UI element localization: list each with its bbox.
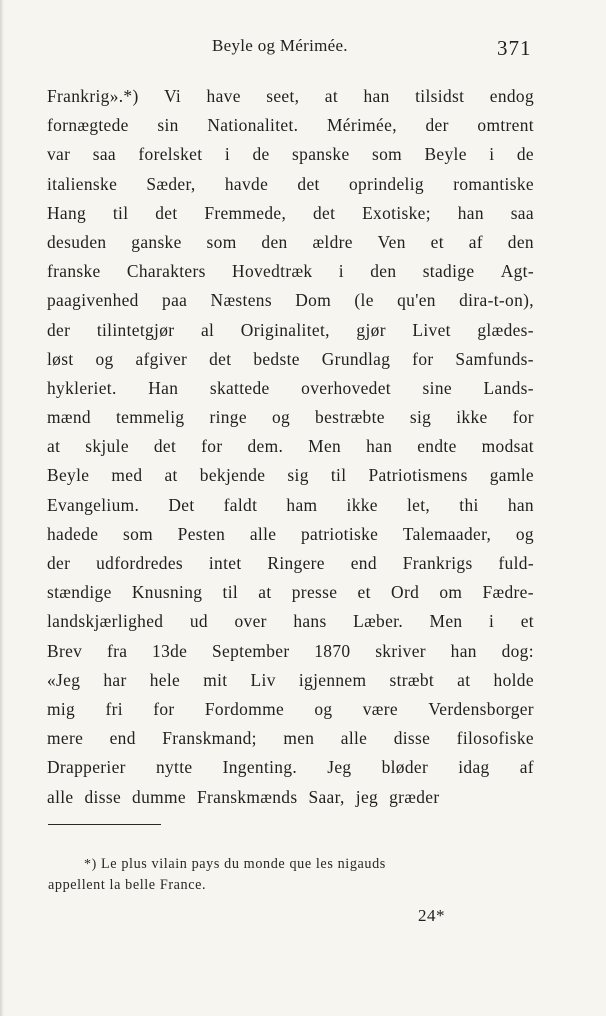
text-line: var saa forelsket i de spanske som Beyle i de — [47, 144, 534, 165]
footnote — [48, 854, 534, 896]
text-line: hadede som Pesten alle patriotiske Talemaader, og — [47, 523, 534, 544]
running-head — [0, 36, 606, 60]
text-line: Brev fra 13de September 1870 skriver han dog: — [47, 640, 534, 661]
text-line: alle disse dumme Franskmænds Saar, jeg græder — [47, 786, 440, 807]
text-line: Beyle med at bekjende sig til Patriotismens gamle — [47, 465, 534, 486]
text-line: mig fri for Fordomme og være Verdensborger — [47, 698, 534, 719]
text-line: franske Charakters Hovedtræk i den stadige Agt- — [47, 261, 534, 282]
text-line: Evangelium. Det faldt ham ikke let, thi han — [47, 494, 534, 515]
text-line: der tilintetgjør al Originalitet, gjør Livet glædes- — [47, 319, 534, 340]
text-line: desuden ganske som den ældre Ven et af den — [47, 231, 534, 252]
footnote-text-1: Le plus vilain pays du monde que les nigauds — [101, 856, 386, 872]
page-number: 371 — [497, 36, 532, 60]
footnote-line-2 — [48, 875, 534, 896]
running-title: Beyle og Mérimée. — [212, 36, 348, 55]
text-line: landskjærlighed ud over hans Læber. Men i et — [47, 611, 534, 632]
text-line: Drapperier nytte Ingenting. Jeg bløder idag af — [47, 757, 534, 778]
footnote-marker: *) — [84, 857, 97, 872]
text-line: fornægtede sin Nationalitet. Mérimée, der omtrent — [47, 115, 534, 136]
footnote-line-1 — [48, 854, 534, 875]
text-line: at skjule det for dem. Men han endte modsat — [47, 436, 534, 457]
text-line: mænd temmelig ringe og bestræbte sig ikke for — [47, 407, 534, 428]
footnote-text-2: appellent la belle France. — [48, 877, 207, 893]
text-line: paagivenhed paa Næstens Dom (le qu'en dira-t-on), — [47, 290, 534, 311]
text-line: løst og afgiver det bedste Grundlag for Samfunds- — [47, 348, 534, 369]
text-line: «Jeg har hele mit Liv igjennem stræbt at holde — [47, 669, 534, 690]
page-edge-shadow — [0, 0, 4, 1016]
footnote-rule — [48, 824, 161, 825]
text-line: Hang til det Fremmede, det Exotiske; han saa — [47, 202, 534, 223]
text-line: stændige Knusning til at presse et Ord om Fædre- — [47, 582, 534, 603]
body-text — [47, 82, 534, 812]
text-line: Frankrig».*) Vi have seet, at han tilsidst endog — [47, 86, 534, 106]
signature-mark: 24* — [418, 906, 445, 925]
text-line: der udfordredes intet Ringere end Frankrigs fuld- — [47, 553, 534, 573]
text-line: mere end Franskmand; men alle disse filosofiske — [47, 728, 534, 749]
text-line: italienske Sæder, havde det oprindelig romantiske — [47, 173, 534, 194]
text-line: hykleriet. Han skattede overhovedet sine Lands- — [47, 377, 534, 398]
